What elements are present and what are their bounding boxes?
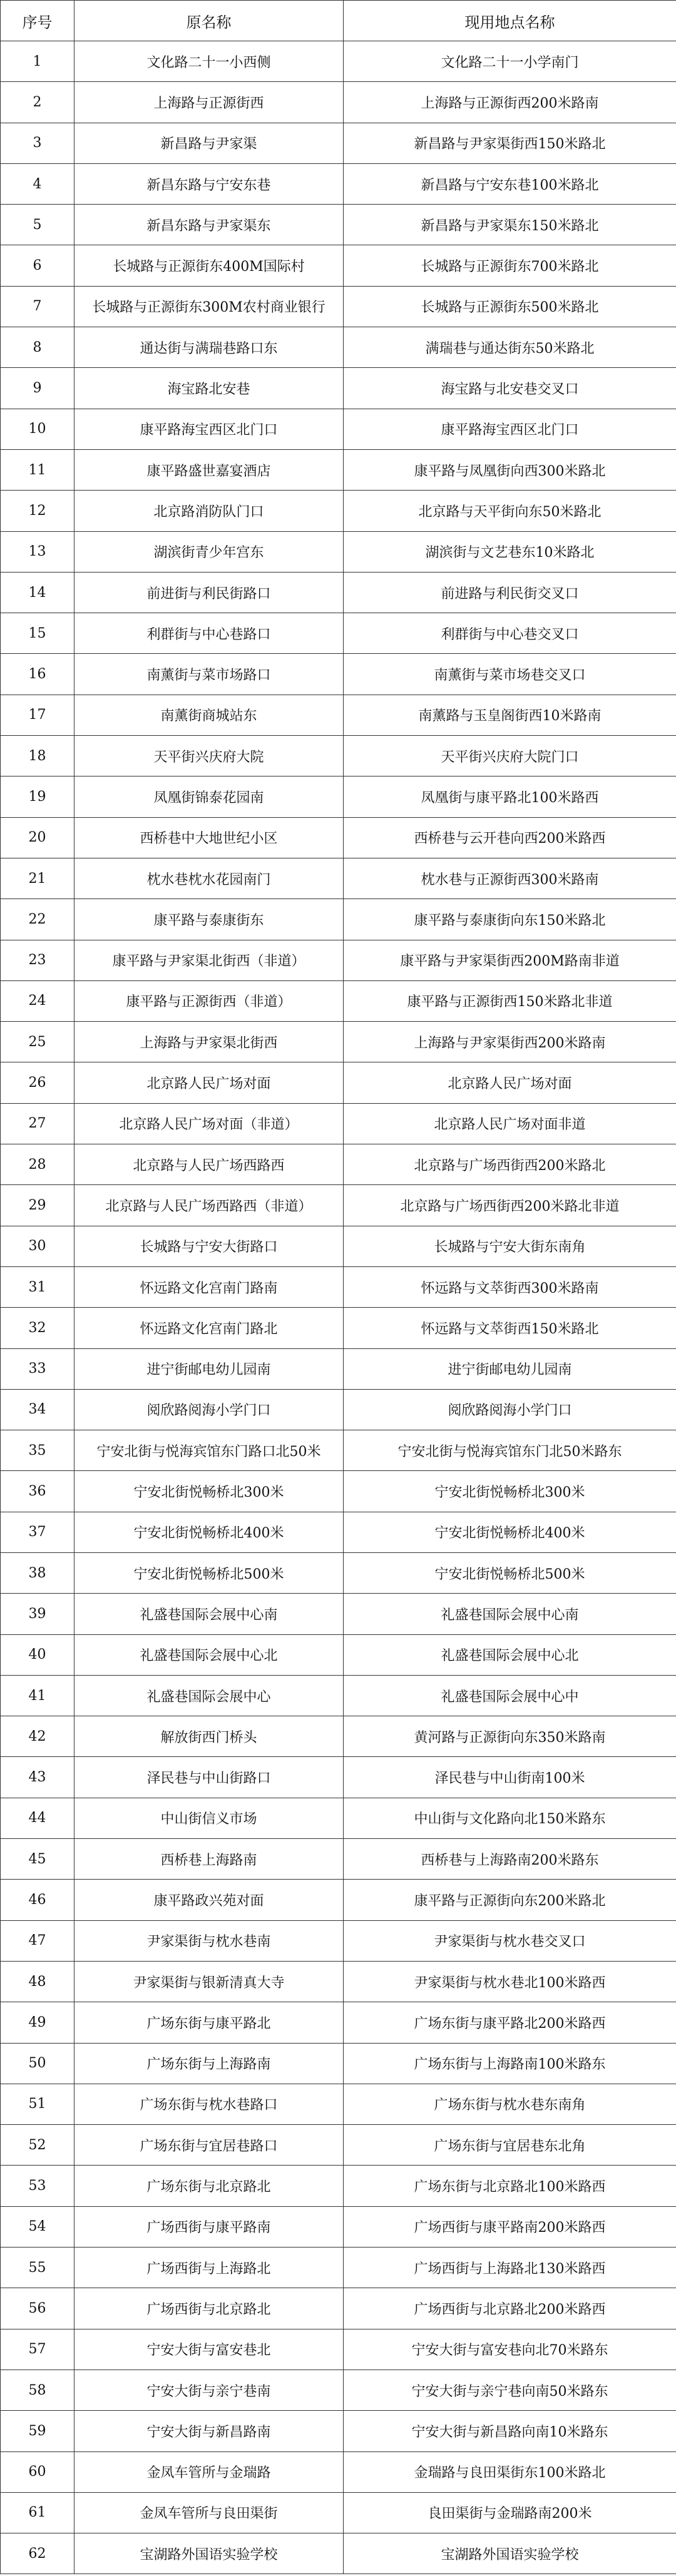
cell-serial: 41 xyxy=(1,1675,74,1716)
cell-original-name: 宝湖路外国语实验学校 xyxy=(74,2533,344,2574)
cell-current-name: 宁安北街悦畅桥北300米 xyxy=(344,1471,676,1512)
cell-current-name: 长城路与正源街东500米路北 xyxy=(344,286,676,327)
cell-original-name: 金凤车管所与良田渠街 xyxy=(74,2492,344,2533)
cell-current-name: 广场西街与北京路北200米路西 xyxy=(344,2288,676,2329)
cell-original-name: 利群街与中心巷路口 xyxy=(74,613,344,654)
cell-serial: 36 xyxy=(1,1471,74,1512)
table-row xyxy=(1,613,676,654)
cell-serial: 43 xyxy=(1,1757,74,1798)
table-row xyxy=(1,531,676,572)
cell-current-name: 黄河路与正源街向东350米路南 xyxy=(344,1716,676,1757)
cell-current-name: 金瑞路与良田渠街东100米路北 xyxy=(344,2451,676,2492)
cell-current-name: 北京路人民广场对面 xyxy=(344,1062,676,1103)
table-row xyxy=(1,2002,676,2043)
cell-serial: 49 xyxy=(1,2002,74,2043)
cell-original-name: 礼盛巷国际会展中心南 xyxy=(74,1594,344,1634)
cell-current-name: 广场东街与上海路南100米路东 xyxy=(344,2043,676,2084)
table-row xyxy=(1,1675,676,1716)
cell-original-name: 康平路海宝西区北门口 xyxy=(74,409,344,449)
cell-original-name: 西桥巷上海路南 xyxy=(74,1839,344,1880)
table-row xyxy=(1,2125,676,2166)
cell-original-name: 泽民巷与中山街路口 xyxy=(74,1757,344,1798)
table-row xyxy=(1,1716,676,1757)
cell-current-name: 海宝路与北安巷交叉口 xyxy=(344,368,676,409)
cell-current-name: 西桥巷与云开巷向西200米路西 xyxy=(344,817,676,858)
cell-serial: 1 xyxy=(1,41,74,82)
cell-current-name: 康平路与正源街向东200米路北 xyxy=(344,1880,676,1920)
cell-current-name: 泽民巷与中山街南100米 xyxy=(344,1757,676,1798)
cell-serial: 61 xyxy=(1,2492,74,2533)
cell-original-name: 中山街信义市场 xyxy=(74,1798,344,1838)
table-row xyxy=(1,1594,676,1634)
table-row xyxy=(1,327,676,368)
cell-original-name: 天平街兴庆府大院 xyxy=(74,736,344,776)
cell-serial: 12 xyxy=(1,491,74,531)
table-row xyxy=(1,695,676,735)
table-row xyxy=(1,449,676,490)
cell-current-name: 礼盛巷国际会展中心北 xyxy=(344,1634,676,1675)
cell-serial: 19 xyxy=(1,776,74,817)
cell-current-name: 中山街与文化路向北150米路东 xyxy=(344,1798,676,1838)
cell-original-name: 广场西街与康平路南 xyxy=(74,2206,344,2247)
cell-serial: 27 xyxy=(1,1103,74,1144)
cell-serial: 52 xyxy=(1,2125,74,2166)
cell-serial: 50 xyxy=(1,2043,74,2084)
cell-serial: 37 xyxy=(1,1512,74,1552)
table-row xyxy=(1,2043,676,2084)
cell-original-name: 北京路与人民广场西路西（非道） xyxy=(74,1185,344,1226)
cell-current-name: 枕水巷与正源街西300米路南 xyxy=(344,858,676,899)
cell-serial: 58 xyxy=(1,2370,74,2410)
cell-serial: 62 xyxy=(1,2533,74,2574)
cell-original-name: 北京路消防队门口 xyxy=(74,491,344,531)
cell-original-name: 康平路与正源街西（非道） xyxy=(74,980,344,1021)
table-row xyxy=(1,1839,676,1880)
cell-current-name: 南薰路与玉皇阁街西10米路南 xyxy=(344,695,676,735)
cell-current-name: 北京路与天平街向东50米路北 xyxy=(344,491,676,531)
cell-serial: 40 xyxy=(1,1634,74,1675)
cell-original-name: 怀远路文化宫南门路北 xyxy=(74,1308,344,1348)
table-row xyxy=(1,1266,676,1307)
cell-current-name: 北京路人民广场对面非道 xyxy=(344,1103,676,1144)
table-row xyxy=(1,2288,676,2329)
cell-original-name: 宁安北街悦畅桥北500米 xyxy=(74,1552,344,1593)
cell-serial: 2 xyxy=(1,82,74,123)
table-row xyxy=(1,980,676,1021)
table-row xyxy=(1,654,676,695)
cell-serial: 10 xyxy=(1,409,74,449)
table-row xyxy=(1,205,676,245)
cell-original-name: 怀远路文化宫南门路南 xyxy=(74,1266,344,1307)
table-row xyxy=(1,1348,676,1389)
cell-serial: 11 xyxy=(1,449,74,490)
cell-original-name: 广场东街与枕水巷路口 xyxy=(74,2084,344,2124)
cell-current-name: 宁安北街悦畅桥北400米 xyxy=(344,1512,676,1552)
cell-serial: 35 xyxy=(1,1430,74,1471)
cell-original-name: 凤凰街锦泰花园南 xyxy=(74,776,344,817)
table-row xyxy=(1,1062,676,1103)
table-row xyxy=(1,1308,676,1348)
table-row xyxy=(1,2166,676,2206)
table-row xyxy=(1,163,676,204)
cell-serial: 3 xyxy=(1,123,74,163)
cell-current-name: 广场西街与康平路南200米路西 xyxy=(344,2206,676,2247)
cell-serial: 17 xyxy=(1,695,74,735)
table-body xyxy=(1,41,676,2574)
table-row xyxy=(1,1430,676,1471)
cell-current-name: 康平路与凤凰街向西300米路北 xyxy=(344,449,676,490)
table-row xyxy=(1,1022,676,1062)
table-row xyxy=(1,1880,676,1920)
cell-original-name: 长城路与宁安大街路口 xyxy=(74,1226,344,1266)
table-row xyxy=(1,2533,676,2574)
cell-original-name: 广场西街与北京路北 xyxy=(74,2288,344,2329)
cell-current-name: 西桥巷与上海路南200米路东 xyxy=(344,1839,676,1880)
cell-original-name: 康平路政兴苑对面 xyxy=(74,1880,344,1920)
cell-original-name: 长城路与正源街东400M国际村 xyxy=(74,245,344,286)
table-row xyxy=(1,1961,676,2002)
table-row xyxy=(1,940,676,980)
cell-serial: 29 xyxy=(1,1185,74,1226)
cell-serial: 34 xyxy=(1,1389,74,1430)
cell-serial: 4 xyxy=(1,163,74,204)
cell-serial: 23 xyxy=(1,940,74,980)
table-row xyxy=(1,1634,676,1675)
cell-original-name: 西桥巷中大地世纪小区 xyxy=(74,817,344,858)
cell-original-name: 北京路人民广场对面 xyxy=(74,1062,344,1103)
table-row xyxy=(1,41,676,82)
cell-serial: 46 xyxy=(1,1880,74,1920)
cell-current-name: 长城路与宁安大街东南角 xyxy=(344,1226,676,1266)
table-row xyxy=(1,409,676,449)
cell-original-name: 广场东街与宜居巷路口 xyxy=(74,2125,344,2166)
cell-original-name: 新昌东路与宁安东巷 xyxy=(74,163,344,204)
cell-serial: 21 xyxy=(1,858,74,899)
cell-original-name: 康平路与尹家渠北街西（非道） xyxy=(74,940,344,980)
cell-original-name: 康平路与泰康街东 xyxy=(74,899,344,940)
cell-serial: 25 xyxy=(1,1022,74,1062)
cell-current-name: 广场东街与康平路北200米路西 xyxy=(344,2002,676,2043)
cell-serial: 60 xyxy=(1,2451,74,2492)
cell-serial: 48 xyxy=(1,1961,74,2002)
cell-original-name: 礼盛巷国际会展中心北 xyxy=(74,1634,344,1675)
cell-serial: 13 xyxy=(1,531,74,572)
header-serial: 序号 xyxy=(1,1,74,41)
table-row xyxy=(1,1471,676,1512)
cell-original-name: 南薰街商城站东 xyxy=(74,695,344,735)
table-row xyxy=(1,1389,676,1430)
table-row xyxy=(1,2451,676,2492)
cell-current-name: 凤凰街与康平路北100米路西 xyxy=(344,776,676,817)
cell-current-name: 广场东街与北京路北100米路西 xyxy=(344,2166,676,2206)
cell-current-name: 广场西街与上海路北130米路西 xyxy=(344,2248,676,2288)
table-row xyxy=(1,736,676,776)
table-row xyxy=(1,286,676,327)
cell-current-name: 前进路与利民街交叉口 xyxy=(344,572,676,613)
cell-current-name: 宁安大街与亲宁巷向南50米路东 xyxy=(344,2370,676,2410)
table-row xyxy=(1,1798,676,1838)
cell-original-name: 新昌路与尹家渠 xyxy=(74,123,344,163)
cell-current-name: 尹家渠街与枕水巷北100米路西 xyxy=(344,1961,676,2002)
cell-original-name: 北京路人民广场对面（非道） xyxy=(74,1103,344,1144)
cell-original-name: 宁安大街与新昌路南 xyxy=(74,2411,344,2451)
cell-current-name: 宁安北街悦畅桥北500米 xyxy=(344,1552,676,1593)
table-row xyxy=(1,1103,676,1144)
cell-original-name: 尹家渠街与枕水巷南 xyxy=(74,1920,344,1961)
cell-serial: 26 xyxy=(1,1062,74,1103)
cell-current-name: 康平路海宝西区北门口 xyxy=(344,409,676,449)
cell-original-name: 广场东街与上海路南 xyxy=(74,2043,344,2084)
cell-current-name: 南薰街与菜市场巷交叉口 xyxy=(344,654,676,695)
cell-original-name: 前进街与利民街路口 xyxy=(74,572,344,613)
cell-serial: 44 xyxy=(1,1798,74,1838)
header-current-name: 现用地点名称 xyxy=(344,1,676,41)
cell-current-name: 阅欣路阅海小学门口 xyxy=(344,1389,676,1430)
cell-original-name: 宁安北街悦畅桥北300米 xyxy=(74,1471,344,1512)
cell-current-name: 宁安北街与悦海宾馆东门北50米路东 xyxy=(344,1430,676,1471)
cell-original-name: 宁安大街与亲宁巷南 xyxy=(74,2370,344,2410)
cell-current-name: 湖滨街与文艺巷东10米路北 xyxy=(344,531,676,572)
cell-current-name: 上海路与尹家渠街西200米路南 xyxy=(344,1022,676,1062)
table-row xyxy=(1,1226,676,1266)
table-row xyxy=(1,2248,676,2288)
cell-current-name: 长城路与正源街东700米路北 xyxy=(344,245,676,286)
cell-serial: 22 xyxy=(1,899,74,940)
cell-current-name: 新昌路与宁安东巷100米路北 xyxy=(344,163,676,204)
cell-current-name: 天平街兴庆府大院门口 xyxy=(344,736,676,776)
cell-serial: 28 xyxy=(1,1144,74,1185)
cell-original-name: 上海路与尹家渠北街西 xyxy=(74,1022,344,1062)
cell-serial: 55 xyxy=(1,2248,74,2288)
cell-original-name: 宁安大街与富安巷北 xyxy=(74,2329,344,2370)
cell-serial: 30 xyxy=(1,1226,74,1266)
cell-current-name: 新昌路与尹家渠街西150米路北 xyxy=(344,123,676,163)
cell-current-name: 怀远路与文萃街西300米路南 xyxy=(344,1266,676,1307)
cell-serial: 47 xyxy=(1,1920,74,1961)
cell-serial: 54 xyxy=(1,2206,74,2247)
cell-current-name: 北京路与广场西街西200米路北 xyxy=(344,1144,676,1185)
cell-original-name: 阅欣路阅海小学门口 xyxy=(74,1389,344,1430)
cell-current-name: 宁安大街与富安巷向北70米路东 xyxy=(344,2329,676,2370)
cell-current-name: 康平路与正源街西150米路北非道 xyxy=(344,980,676,1021)
table-row xyxy=(1,491,676,531)
cell-original-name: 上海路与正源街西 xyxy=(74,82,344,123)
cell-original-name: 通达街与满瑞巷路口东 xyxy=(74,327,344,368)
cell-serial: 39 xyxy=(1,1594,74,1634)
cell-current-name: 进宁街邮电幼儿园南 xyxy=(344,1348,676,1389)
cell-original-name: 湖滨街青少年宫东 xyxy=(74,531,344,572)
cell-serial: 33 xyxy=(1,1348,74,1389)
table-row xyxy=(1,817,676,858)
cell-current-name: 尹家渠街与枕水巷交叉口 xyxy=(344,1920,676,1961)
cell-current-name: 康平路与尹家渠街西200M路南非道 xyxy=(344,940,676,980)
cell-serial: 56 xyxy=(1,2288,74,2329)
cell-serial: 53 xyxy=(1,2166,74,2206)
table-row xyxy=(1,123,676,163)
cell-current-name: 广场东街与宜居巷东北角 xyxy=(344,2125,676,2166)
table-row xyxy=(1,858,676,899)
cell-current-name: 广场东街与枕水巷东南角 xyxy=(344,2084,676,2124)
table-row xyxy=(1,572,676,613)
cell-original-name: 广场东街与北京路北 xyxy=(74,2166,344,2206)
cell-original-name: 广场东街与康平路北 xyxy=(74,2002,344,2043)
cell-current-name: 文化路二十一小学南门 xyxy=(344,41,676,82)
cell-current-name: 良田渠街与金瑞路南200米 xyxy=(344,2492,676,2533)
cell-original-name: 解放街西门桥头 xyxy=(74,1716,344,1757)
cell-original-name: 进宁街邮电幼儿园南 xyxy=(74,1348,344,1389)
cell-original-name: 枕水巷枕水花园南门 xyxy=(74,858,344,899)
table-row xyxy=(1,2411,676,2451)
table-row xyxy=(1,2206,676,2247)
cell-current-name: 礼盛巷国际会展中心南 xyxy=(344,1594,676,1634)
cell-serial: 9 xyxy=(1,368,74,409)
cell-current-name: 新昌路与尹家渠东150米路北 xyxy=(344,205,676,245)
cell-serial: 16 xyxy=(1,654,74,695)
table-row xyxy=(1,1185,676,1226)
cell-current-name: 利群街与中心巷交叉口 xyxy=(344,613,676,654)
cell-original-name: 文化路二十一小西侧 xyxy=(74,41,344,82)
cell-current-name: 宝湖路外国语实验学校 xyxy=(344,2533,676,2574)
table-row xyxy=(1,1757,676,1798)
cell-serial: 57 xyxy=(1,2329,74,2370)
cell-serial: 6 xyxy=(1,245,74,286)
cell-serial: 14 xyxy=(1,572,74,613)
header-original-name: 原名称 xyxy=(74,1,344,41)
cell-serial: 42 xyxy=(1,1716,74,1757)
cell-original-name: 新昌东路与尹家渠东 xyxy=(74,205,344,245)
cell-serial: 24 xyxy=(1,980,74,1021)
cell-original-name: 金凤车管所与金瑞路 xyxy=(74,2451,344,2492)
cell-serial: 31 xyxy=(1,1266,74,1307)
cell-original-name: 南薰街与菜市场路口 xyxy=(74,654,344,695)
cell-serial: 32 xyxy=(1,1308,74,1348)
cell-current-name: 怀远路与文萃街西150米路北 xyxy=(344,1308,676,1348)
table-row xyxy=(1,1144,676,1185)
cell-original-name: 礼盛巷国际会展中心 xyxy=(74,1675,344,1716)
table-row xyxy=(1,245,676,286)
cell-serial: 8 xyxy=(1,327,74,368)
cell-original-name: 北京路与人民广场西路西 xyxy=(74,1144,344,1185)
cell-current-name: 礼盛巷国际会展中心中 xyxy=(344,1675,676,1716)
cell-current-name: 满瑞巷与通达街东50米路北 xyxy=(344,327,676,368)
cell-original-name: 宁安北街悦畅桥北400米 xyxy=(74,1512,344,1552)
cell-serial: 20 xyxy=(1,817,74,858)
table-row xyxy=(1,899,676,940)
table-row xyxy=(1,1552,676,1593)
cell-serial: 59 xyxy=(1,2411,74,2451)
table-row xyxy=(1,1920,676,1961)
table-row xyxy=(1,1512,676,1552)
table-row xyxy=(1,2329,676,2370)
cell-current-name: 宁安大街与新昌路向南10米路东 xyxy=(344,2411,676,2451)
table-row xyxy=(1,368,676,409)
cell-serial: 51 xyxy=(1,2084,74,2124)
table-row xyxy=(1,2370,676,2410)
table-row xyxy=(1,2084,676,2124)
cell-original-name: 康平路盛世嘉宴酒店 xyxy=(74,449,344,490)
cell-serial: 18 xyxy=(1,736,74,776)
cell-original-name: 尹家渠街与银新清真大寺 xyxy=(74,1961,344,2002)
cell-serial: 45 xyxy=(1,1839,74,1880)
cell-serial: 38 xyxy=(1,1552,74,1593)
cell-serial: 5 xyxy=(1,205,74,245)
cell-original-name: 长城路与正源街东300M农村商业银行 xyxy=(74,286,344,327)
cell-serial: 15 xyxy=(1,613,74,654)
table-row xyxy=(1,2492,676,2533)
cell-current-name: 康平路与泰康街向东150米路北 xyxy=(344,899,676,940)
cell-original-name: 广场西街与上海路北 xyxy=(74,2248,344,2288)
cell-original-name: 宁安北街与悦海宾馆东门路口北50米 xyxy=(74,1430,344,1471)
cell-original-name: 海宝路北安巷 xyxy=(74,368,344,409)
cell-serial: 7 xyxy=(1,286,74,327)
table-row xyxy=(1,82,676,123)
cell-current-name: 北京路与广场西街西200米路北非道 xyxy=(344,1185,676,1226)
table-row xyxy=(1,776,676,817)
table-header-row xyxy=(1,1,676,41)
cell-current-name: 上海路与正源街西200米路南 xyxy=(344,82,676,123)
